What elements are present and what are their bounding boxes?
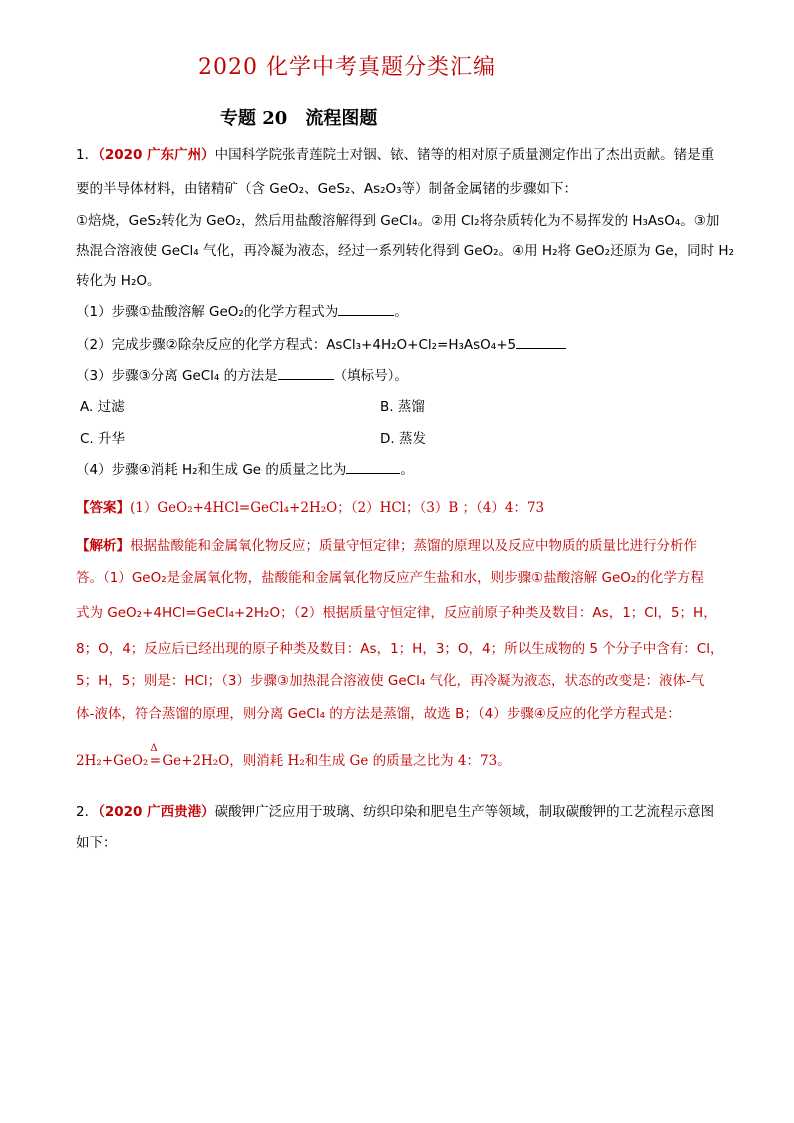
- q1-line-4: 热混合溶液使 GeCl₄ 气化，再冷凝为液态，经过一系列转化得到 GeO₂。④用 H₂将 GeO₂还原为 Ge，同时 H₂: [76, 243, 734, 259]
- option-a: A. 过滤: [80, 399, 125, 415]
- q1-subquestion-1: [76, 303, 408, 321]
- sub1-end: 。: [394, 304, 408, 320]
- section-subtitle: 专题 20 流程图题: [220, 108, 378, 129]
- equation-left: 2H₂+GeO₂: [76, 753, 149, 769]
- sub4-end: 。: [400, 462, 414, 478]
- analysis-line-1: [76, 537, 697, 555]
- answer-blank[interactable]: [278, 367, 334, 380]
- answer-text: (1）GeO₂+4HCl=GeCl₄+2H₂O；（2）HCl；（3）B ；（4）4：73: [130, 500, 545, 516]
- answer-blank[interactable]: [346, 461, 400, 474]
- analysis-line-4: 8；O，4；反应后已经出现的原子种类及数目：As，1；H，3；O，4；所以生成物的 5 个分子中含有：Cl，: [76, 641, 724, 657]
- q2-source: （2020 广西贵港）: [98, 804, 215, 820]
- equals-sign: =: [149, 753, 161, 769]
- q2-line-1: [76, 803, 714, 821]
- analysis-line-6: 体-液体，符合蒸馏的原理，则分离 GeCl₄ 的方法是蒸馏，故选 B；（4）步骤④反应的化学方程式是：: [76, 706, 681, 722]
- q1-line-5: 转化为 H₂O。: [76, 273, 161, 289]
- answer-blank[interactable]: [338, 303, 394, 316]
- analysis-line-5: 5；H，5；则是：HCl；（3）步骤③加热混合溶液使 GeCl₄ 气化，再冷凝为液态，状态的改变是：液体-气: [76, 673, 705, 689]
- option-b: B. 蒸馏: [380, 399, 425, 415]
- sub1-text: （1）步骤①盐酸溶解 GeO₂的化学方程式为: [76, 304, 339, 320]
- q1-number: 1．: [76, 147, 99, 163]
- analysis-equation-line: [76, 743, 511, 770]
- q1-line-1: [76, 146, 714, 164]
- answer-label: 【答案】: [76, 500, 130, 516]
- heat-equals-sign: [148, 743, 162, 770]
- answer-blank[interactable]: [516, 336, 566, 349]
- q1-text-1: 中国科学院张青莲院士对铟、铱、锗等的相对原子质量测定作出了杰出贡献。锗是重: [214, 147, 715, 163]
- sub4-text: （4）步骤④消耗 H₂和生成 Ge 的质量之比为: [76, 462, 347, 478]
- q1-subquestion-4: [76, 461, 414, 479]
- analysis-text-1: 根据盐酸能和金属氧化物反应；质量守恒定律；蒸馏的原理以及反应中物质的质量比进行分析作: [130, 538, 697, 554]
- answer-line: [76, 499, 544, 517]
- q1-line-3: ①焙烧，GeS₂转化为 GeO₂，然后用盐酸溶解得到 GeCl₄。②用 Cl₂将杂质转化为不易挥发的 H₃AsO₄。③加: [76, 213, 720, 229]
- sub3-text: （3）步骤③分离 GeCl₄ 的方法是: [76, 368, 278, 384]
- q2-line-2: 如下：: [76, 835, 117, 851]
- sub2-text: （2）完成步骤②除杂反应的化学方程式：AsCl₃+4H₂O+Cl₂=H₃AsO₄+5: [76, 337, 517, 353]
- equation-right: Ge+2H₂O，则消耗 H₂和生成 Ge 的质量之比为 4：73。: [162, 753, 511, 769]
- q1-subquestion-2: [76, 336, 566, 354]
- option-c: C. 升华: [80, 431, 126, 447]
- q1-source: （2020 广东广州）: [98, 147, 215, 163]
- analysis-label: 【解析】: [76, 538, 130, 554]
- q2-number: 2．: [76, 804, 99, 820]
- q2-text-1: 碳酸钾广泛应用于玻璃、纺织印染和肥皂生产等领域，制取碳酸钾的工艺流程示意图: [214, 804, 715, 820]
- heat-symbol: Δ: [150, 743, 158, 754]
- analysis-line-2: 答。（1）GeO₂是金属氧化物，盐酸能和金属氧化物反应产生盐和水，则步骤①盐酸溶解 GeO₂的化学方程: [76, 570, 704, 586]
- q1-subquestion-3: [76, 367, 408, 385]
- sub3-end: （填标号）。: [333, 368, 408, 384]
- option-d: D. 蒸发: [380, 431, 426, 447]
- analysis-line-3: 式为 GeO₂+4HCl=GeCl₄+2H₂O；（2）根据质量守恒定律，反应前原子种类及数目：As，1；Cl，5；H，: [76, 605, 717, 621]
- q1-line-2: 要的半导体材料，由锗精矿（含 GeO₂、GeS₂、As₂O₃等）制备金属锗的步骤如下：: [76, 181, 578, 197]
- document-title: 2020 化学中考真题分类汇编: [198, 55, 496, 80]
